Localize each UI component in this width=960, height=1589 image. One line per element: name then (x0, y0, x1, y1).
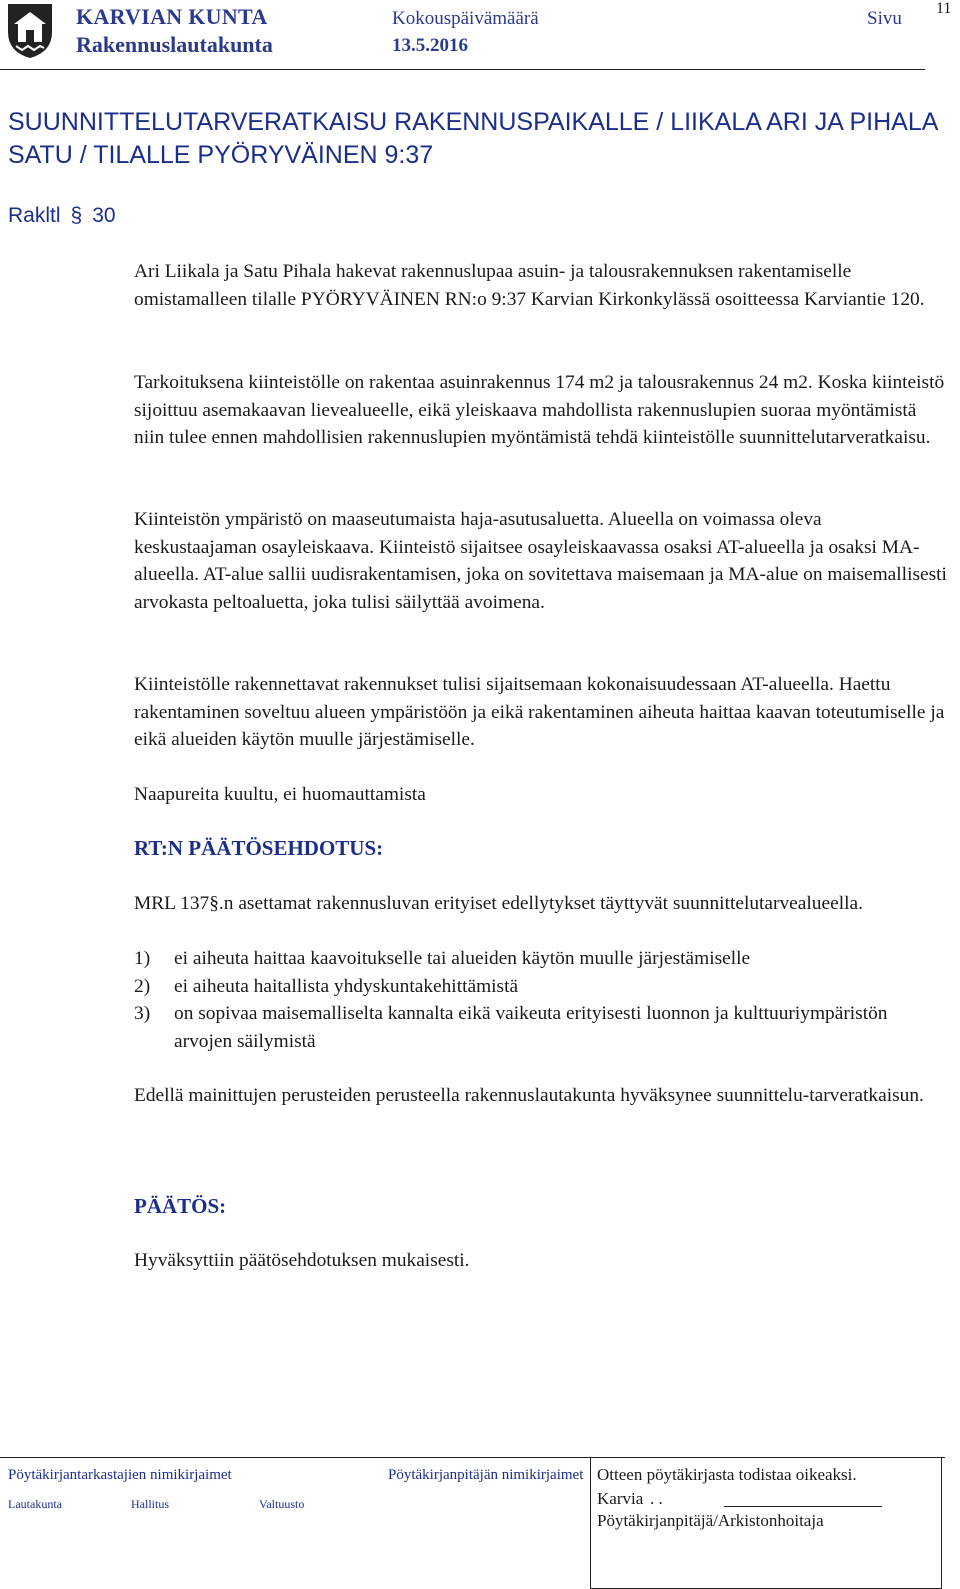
paragraph-text: Kiinteistölle rakennettavat rakennukset tulisi sijaitsemaan kokonaisuudessaan AT-alueella. Haettu rakentaminen soveltuu alueen ympäristöön ja eikä rakentaminen aiheuta haittaa kaavan toteutumiselle ja eikä alueiden käytön muulle järjestämiselle. (134, 674, 945, 751)
page-number: 11 (936, 0, 952, 17)
section-ref (8, 204, 116, 228)
municipal-logo-icon (6, 2, 54, 60)
certification-signer: Pöytäkirjanpitäjä/Arkistonhoitaja (597, 1511, 824, 1530)
proposal-conclusion: Edellä mainittujen perusteiden perusteella rakennuslautakunta hyväksynee suunnittelu-tarveratkaisun. (134, 1085, 924, 1106)
footer-reviewers-initials: Pöytäkirjantarkastajien nimikirjaimet (8, 1467, 232, 1483)
footer-lautakunta: Lautakunta (8, 1497, 62, 1511)
paragraph-text: Tarkoituksena kiinteistölle on rakentaa asuinrakennus 174 m2 ja talousrakennus 24 m2. Koska kiinteistö sijoittuu asemakaavan lievealueelle, eikä yleiskaava mahdollista rakennuslupien suoraa myöntämistä niin tulee ennen mahdollisien rakennuslupien myöntämistä tehdä kiinteistölle suunnittelutarveratkaisu. (134, 372, 945, 449)
meeting-date: 13.5.2016 (392, 35, 468, 56)
paragraph-1 (134, 258, 949, 313)
org-name: KARVIAN KUNTA (76, 4, 268, 29)
proposal-heading: RT:N PÄÄTÖSEHDOTUS: (134, 836, 384, 860)
paragraph-5 (134, 781, 949, 809)
paragraph-2 (134, 369, 949, 452)
list-text: ei aiheuta haittaa kaavoitukselle tai alueiden käytön muulle järjestämiselle (174, 948, 751, 969)
certification-text: Otteen pöytäkirjasta todistaa oikeaksi. (597, 1465, 857, 1484)
page-label: Sivu (867, 8, 902, 29)
paragraph-4 (134, 671, 949, 754)
section-number: 30 (92, 204, 116, 227)
decision-heading: PÄÄTÖS: (134, 1194, 227, 1218)
footer-hallitus: Hallitus (131, 1497, 169, 1511)
department-name: Rakennuslautakunta (76, 32, 273, 57)
proposal-list (134, 945, 949, 1055)
page-title: SUUNNITTELUTARVERATKAISU RAKENNUSPAIKALLE / LIIKALA ARI JA PIHALA SATU / TILALLE PYÖRYVÄINEN 9:37 (8, 108, 938, 169)
decision-text: Hyväksyttiin päätösehdotuksen mukaisesti. (134, 1250, 470, 1271)
paragraph-3 (134, 506, 949, 616)
list-item (134, 1000, 949, 1055)
paragraph-text: Kiinteistön ympäristö on maaseutumaista haja-asutusaluetta. Alueella on voimassa oleva keskustaajaman osayleiskaava. Kiinteistö sijaitsee osayleiskaavassa osaksi AT-alueella ja osaksi MA-alueella. AT-alue sallii uudisrakentamisen, joka on sovitettava maisemaan ja MA-alue on maisemallisesti arvokasta peltoaluetta, joka tulisi säilyttää avoimena. (134, 509, 947, 613)
list-text: ei aiheuta haitallista yhdyskuntakehittämistä (174, 975, 519, 997)
section-label: Rakltl (8, 204, 61, 227)
list-item (134, 945, 949, 973)
footer-valtuusto: Valtuusto (259, 1497, 305, 1511)
header-divider (0, 69, 925, 70)
list-number: 2) (134, 975, 151, 997)
list-text: on sopivaa maisemalliselta kannalta eikä vaikeuta erityisesti luonnon ja kulttuuriympäristön arvojen säilymistä (174, 1003, 888, 1052)
footer-secretary-initials: Pöytäkirjanpitäjän nimikirjaimet (388, 1467, 584, 1483)
proposal-intro: MRL 137§.n asettamat rakennusluvan erityiset edellytykset täyttyvät suunnittelutarvealueella. (134, 893, 863, 914)
meeting-date-label: Kokouspäivämäärä (392, 8, 539, 29)
certification-place: Karvia (597, 1489, 644, 1508)
signature-line (724, 1506, 882, 1507)
list-number: 1) (134, 948, 151, 969)
paragraph-text: Naapureita kuultu, ei huomauttamista (134, 784, 426, 805)
list-number: 3) (134, 1003, 151, 1025)
list-item (134, 973, 949, 1001)
paragraph-text: Ari Liikala ja Satu Pihala hakevat rakennuslupaa asuin- ja talousrakennuksen rakentamiselle omistamalleen tilalle PYÖRYVÄINEN RN:o 9:37 Karvian Kirkonkylässä osoitteessa Karviantie 120. (134, 261, 925, 310)
section-symbol: § (70, 204, 83, 227)
certification-date-dots: . . (650, 1489, 663, 1508)
